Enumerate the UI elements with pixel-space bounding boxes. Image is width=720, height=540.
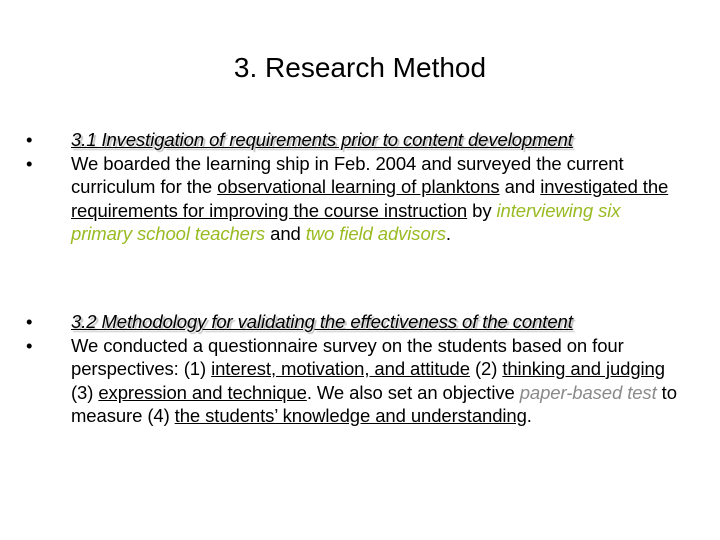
slide-title: 3. Research Method: [233, 52, 487, 83]
section-heading: 3.2 Methodology for validating the effectiveness of the content: [71, 311, 573, 332]
underlined-text: observational learning of planktons: [217, 176, 500, 197]
bullet-body-3-1: [26, 152, 686, 246]
bullet-body-3-2: [26, 334, 686, 428]
bullet-heading-3-1: [26, 128, 686, 152]
body-text: We boarded the learning ship in Feb. 2004 and surveyed the current curriculum for the: [71, 152, 624, 197]
body-text: (3): [71, 381, 99, 403]
bullet-icon: •: [26, 129, 33, 150]
body-text: . We also set an objective: [306, 381, 520, 403]
body-text: by: [467, 199, 497, 221]
body-text: .: [445, 223, 451, 244]
underlined-text: interest, motivation, and attitude: [211, 358, 470, 379]
section-3-2: [26, 310, 686, 428]
body-text: .: [526, 405, 532, 426]
section-3-1: [26, 128, 686, 246]
bullet-icon: •: [26, 152, 33, 174]
underlined-text: the students’ knowledge and understanding: [174, 405, 527, 426]
underlined-text: thinking and judging: [502, 358, 665, 379]
bullet-icon: •: [26, 311, 33, 332]
body-text: to measure (4): [71, 381, 677, 426]
body-text: and: [499, 176, 541, 197]
underlined-text: investigated the requirements for improving the course instruction: [71, 176, 669, 221]
emphasis-text: two field advisors: [305, 223, 446, 244]
emphasis-text: paper-based test: [519, 381, 657, 403]
bullet-heading-3-2: [26, 310, 686, 334]
underlined-text: expression and technique: [98, 381, 307, 403]
emphasis-text: interviewing six primary school teachers: [71, 199, 621, 244]
body-text: We conducted a questionnaire survey on the students based on four perspectives: (1): [71, 334, 624, 379]
body-text: and: [265, 223, 306, 244]
bullet-icon: •: [26, 334, 33, 356]
body-text: (2): [469, 358, 503, 379]
section-heading: 3.1 Investigation of requirements prior to content development: [71, 129, 573, 150]
